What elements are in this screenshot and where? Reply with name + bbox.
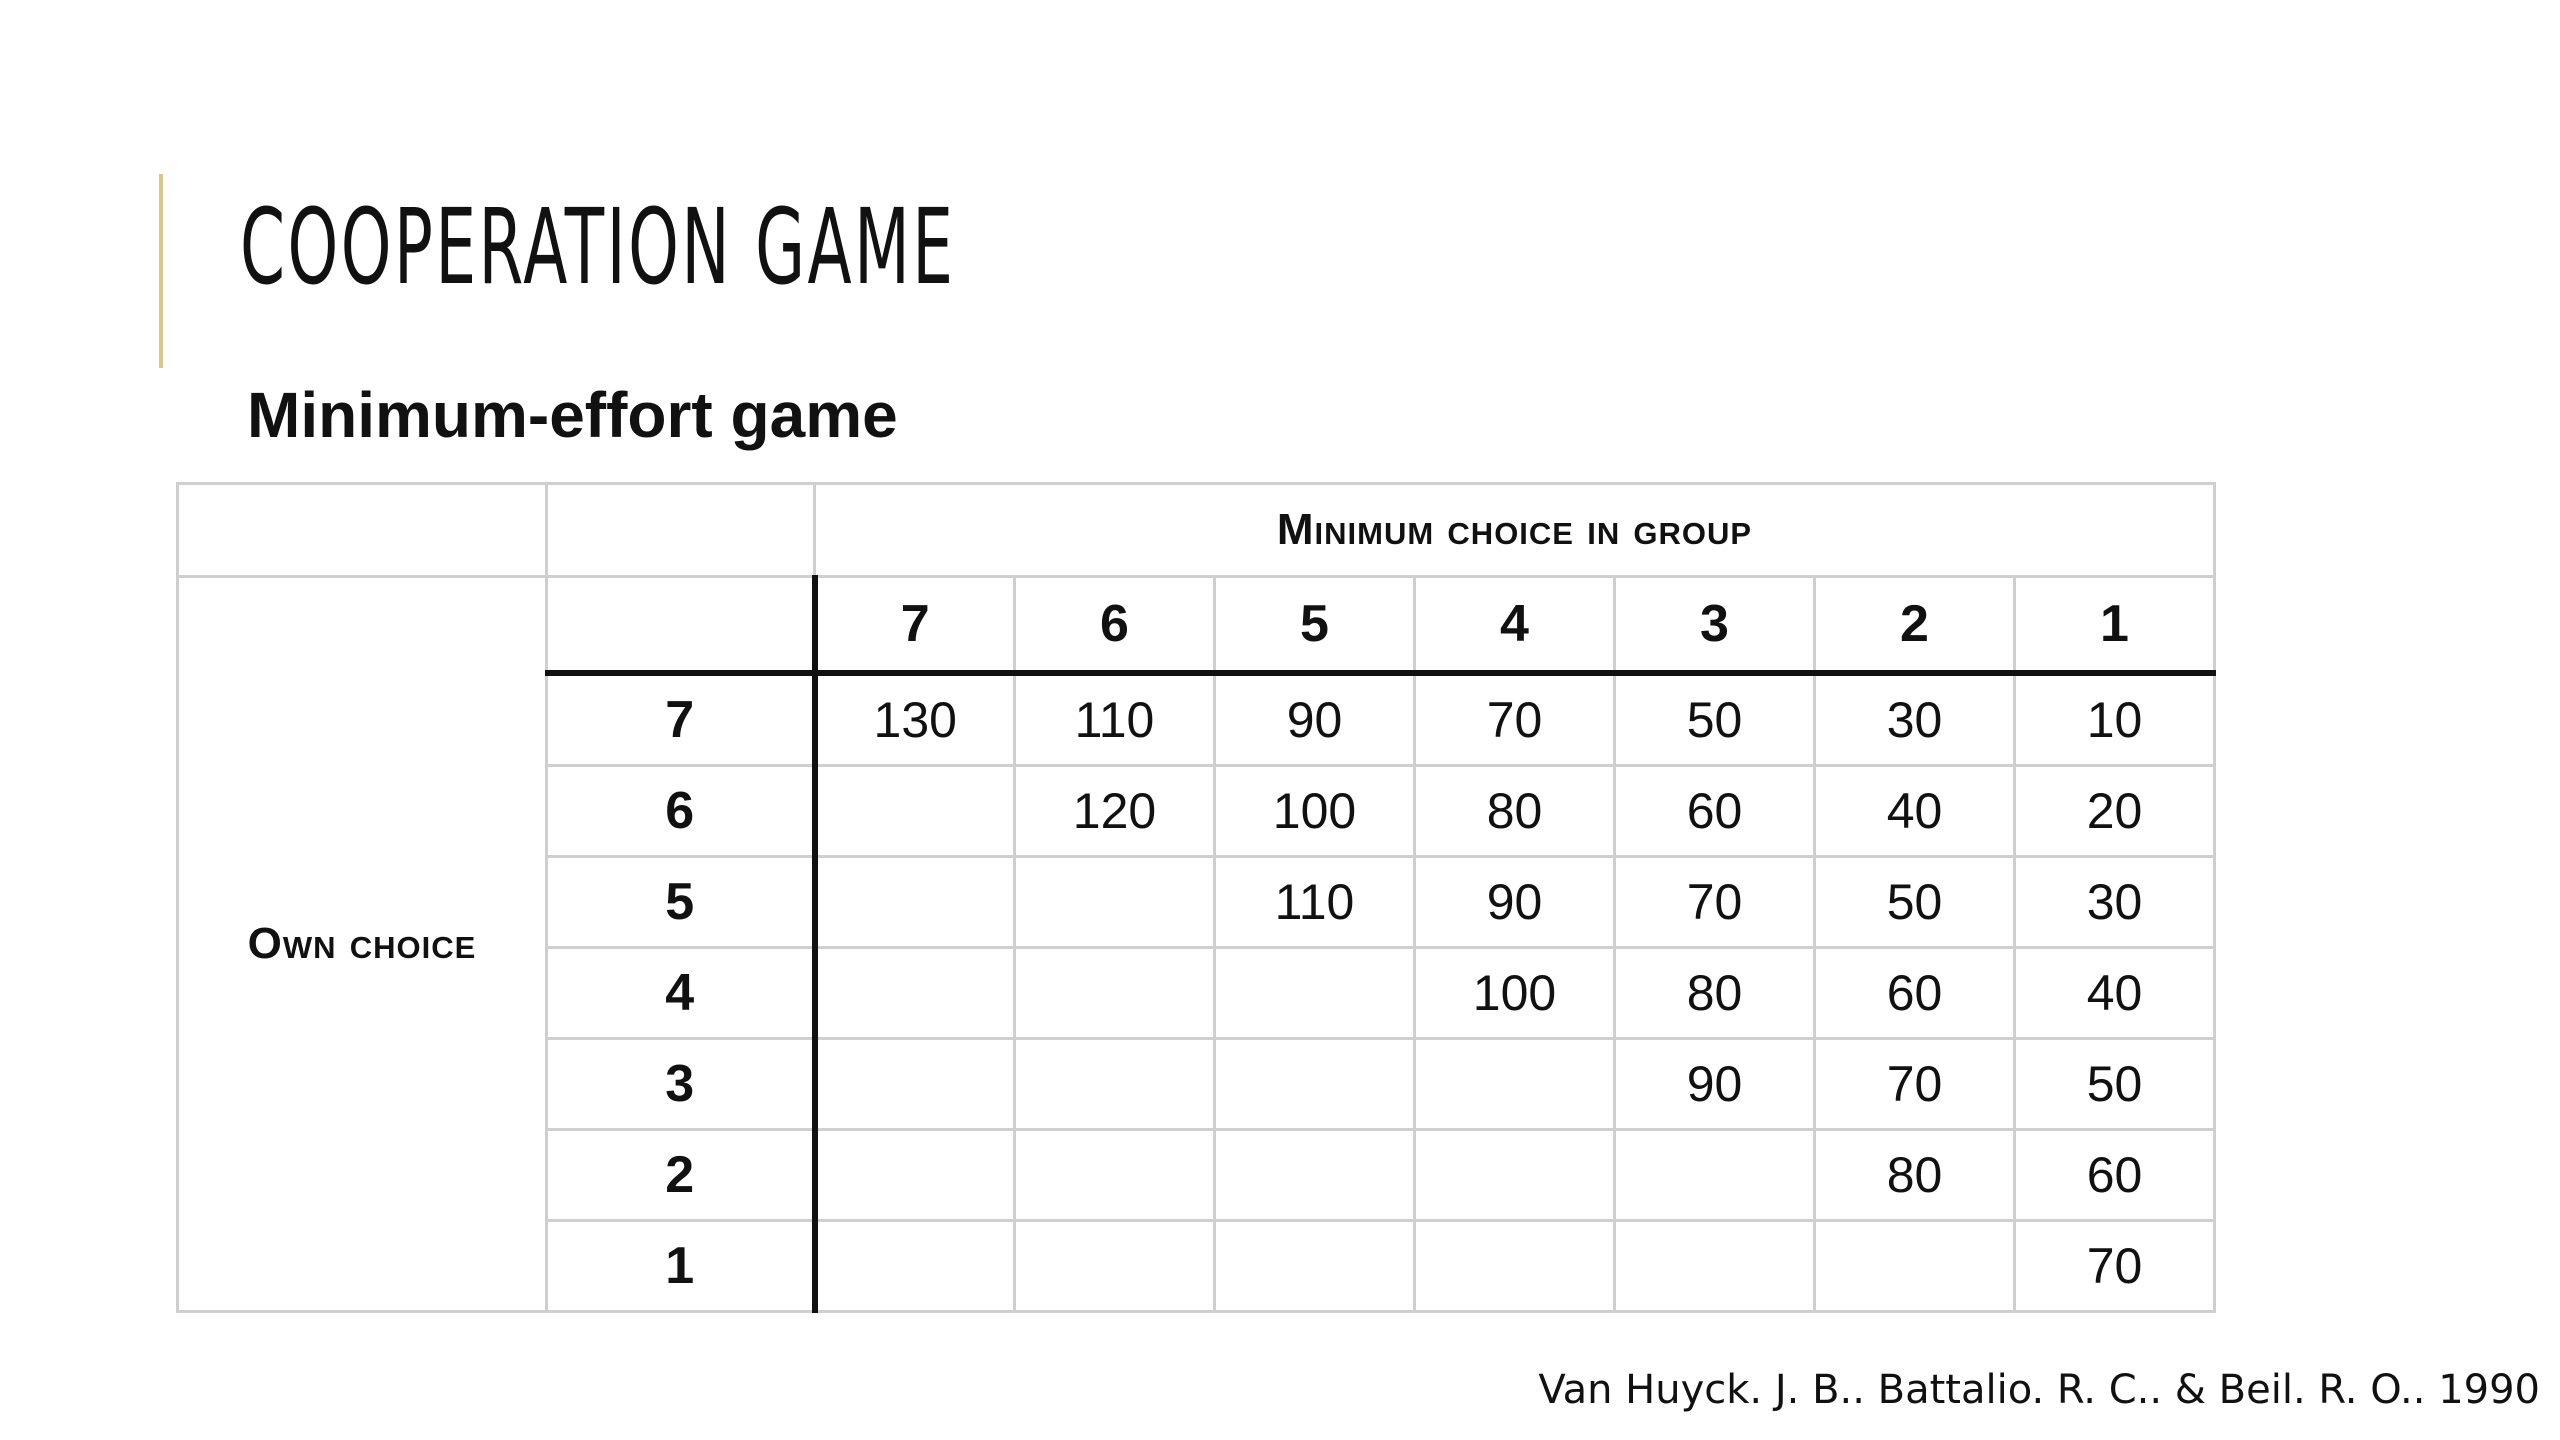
payoff-cell (1615, 1130, 1815, 1221)
payoff-cell (1215, 1221, 1415, 1312)
payoff-cell: 90 (1215, 673, 1415, 766)
slide-subtitle: Minimum-effort game (247, 379, 898, 451)
column-header: 5 (1215, 577, 1415, 674)
payoff-cell: 50 (1815, 857, 2015, 948)
payoff-cell: 60 (1815, 948, 2015, 1039)
payoff-cell (1415, 1221, 1615, 1312)
column-group-label: Minimum choice in group (815, 484, 2215, 577)
payoff-cell (1215, 1130, 1415, 1221)
payoff-cell (1015, 857, 1215, 948)
column-header: 3 (1615, 577, 1815, 674)
column-header: 1 (2015, 577, 2215, 674)
payoff-cell (815, 766, 1015, 857)
column-number-row (178, 577, 2215, 674)
corner-cell-inner (547, 484, 815, 577)
payoff-cell (1015, 1130, 1215, 1221)
payoff-cell: 30 (1815, 673, 2015, 766)
payoff-cell: 90 (1415, 857, 1615, 948)
payoff-cell: 90 (1615, 1039, 1815, 1130)
payoff-cell: 100 (1415, 948, 1615, 1039)
payoff-table (176, 482, 2216, 1313)
payoff-cell: 30 (2015, 857, 2215, 948)
row-header: 2 (547, 1130, 815, 1221)
payoff-cell: 80 (1415, 766, 1615, 857)
row-header: 6 (547, 766, 815, 857)
column-header: 4 (1415, 577, 1615, 674)
payoff-cell: 60 (1615, 766, 1815, 857)
payoff-cell (815, 1039, 1015, 1130)
payoff-cell (1815, 1221, 2015, 1312)
table-header-row (178, 484, 2215, 577)
payoff-cell: 70 (1415, 673, 1615, 766)
slide-title: COOPERATION GAME (240, 186, 956, 308)
payoff-cell (1015, 948, 1215, 1039)
payoff-cell (1015, 1221, 1215, 1312)
payoff-cell: 120 (1015, 766, 1215, 857)
payoff-cell: 70 (1815, 1039, 2015, 1130)
row-header: 7 (547, 673, 815, 766)
row-header: 3 (547, 1039, 815, 1130)
column-header: 6 (1015, 577, 1215, 674)
payoff-cell: 70 (1615, 857, 1815, 948)
payoff-cell: 80 (1615, 948, 1815, 1039)
payoff-cell: 130 (815, 673, 1015, 766)
payoff-cell: 50 (1615, 673, 1815, 766)
payoff-cell (815, 1221, 1015, 1312)
title-accent-bar (159, 174, 163, 368)
column-header: 2 (1815, 577, 2015, 674)
payoff-cell: 10 (2015, 673, 2215, 766)
payoff-cell (1215, 948, 1415, 1039)
column-header: 7 (815, 577, 1015, 674)
payoff-cell: 20 (2015, 766, 2215, 857)
payoff-cell: 100 (1215, 766, 1415, 857)
payoff-cell: 110 (1215, 857, 1415, 948)
payoff-cell (1415, 1130, 1615, 1221)
payoff-cell (1415, 1039, 1615, 1130)
row-group-label: Own choice (178, 577, 547, 1312)
payoff-cell: 40 (2015, 948, 2215, 1039)
payoff-cell: 80 (1815, 1130, 2015, 1221)
payoff-cell: 50 (2015, 1039, 2215, 1130)
row-header: 5 (547, 857, 815, 948)
axis-corner-cell (547, 577, 815, 674)
payoff-cell: 70 (2015, 1221, 2215, 1312)
corner-cell-outer (178, 484, 547, 577)
payoff-cell (1215, 1039, 1415, 1130)
citation: Van Huyck. J. B.. Battalio. R. C.. & Beil. R. O.. 1990 (1538, 1367, 2540, 1413)
payoff-cell: 60 (2015, 1130, 2215, 1221)
payoff-cell (815, 1130, 1015, 1221)
payoff-cell: 40 (1815, 766, 2015, 857)
row-header: 1 (547, 1221, 815, 1312)
payoff-cell (1615, 1221, 1815, 1312)
row-header: 4 (547, 948, 815, 1039)
payoff-cell: 110 (1015, 673, 1215, 766)
payoff-cell (815, 948, 1015, 1039)
payoff-cell (1015, 1039, 1215, 1130)
payoff-cell (815, 857, 1015, 948)
